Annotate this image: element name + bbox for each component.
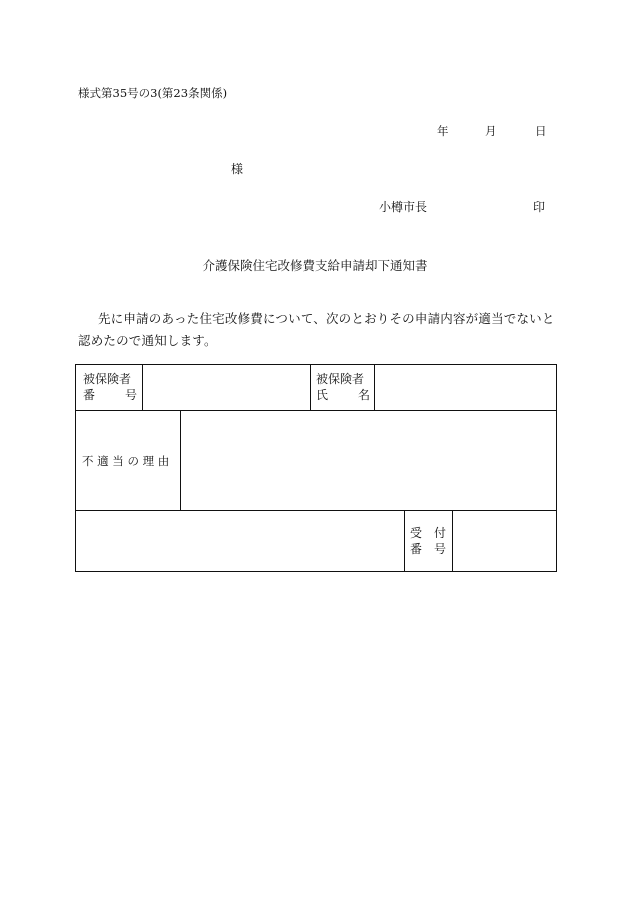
reason-label: 不 適 当 の 理 由 [82,454,170,468]
date-month: 月 [485,124,497,138]
insured-number-label-line1: 被保険者 [83,372,132,386]
insured-name-label-line1: 被保険者 [316,372,365,386]
date-year: 年 [437,124,449,138]
form-identifier: 様式第35号の3(第23条関係) [78,86,228,100]
reason-field[interactable] [181,411,556,510]
insured-number-field[interactable] [143,365,310,410]
notice-body: 先に申請のあった住宅改修費について、次のとおりその申請内容が適当でないと認めたので通知します。 [78,311,555,348]
insured-name-label-char2: 名 [357,388,370,402]
receipt-number-label [410,525,446,557]
issuer-name: 小樽市長 [379,200,428,214]
receipt-label-char2: 付 [433,526,446,540]
receipt-label-char1: 受 [410,526,423,540]
insured-name-label [316,371,370,403]
receipt-label-char4: 号 [433,542,446,556]
notice-form-table [75,364,557,572]
seal-mark: 印 [533,200,546,214]
receipt-label-char3: 番 [410,542,423,556]
addressee-suffix: 様 [231,162,244,176]
date-day: 日 [535,124,547,138]
insured-name-label-char1: 氏 [316,388,329,402]
document-title: 介護保険住宅改修費支給申請却下通知書 [202,258,428,273]
insured-name-field[interactable] [375,365,556,410]
blank-area [76,511,404,571]
receipt-number-field[interactable] [453,511,556,571]
insured-number-label-char2: 号 [124,388,137,402]
insured-number-label [83,371,137,403]
insured-number-label-char1: 番 [83,388,96,402]
col-divider-r3-a [404,510,405,571]
col-divider-r1-b [310,365,311,410]
